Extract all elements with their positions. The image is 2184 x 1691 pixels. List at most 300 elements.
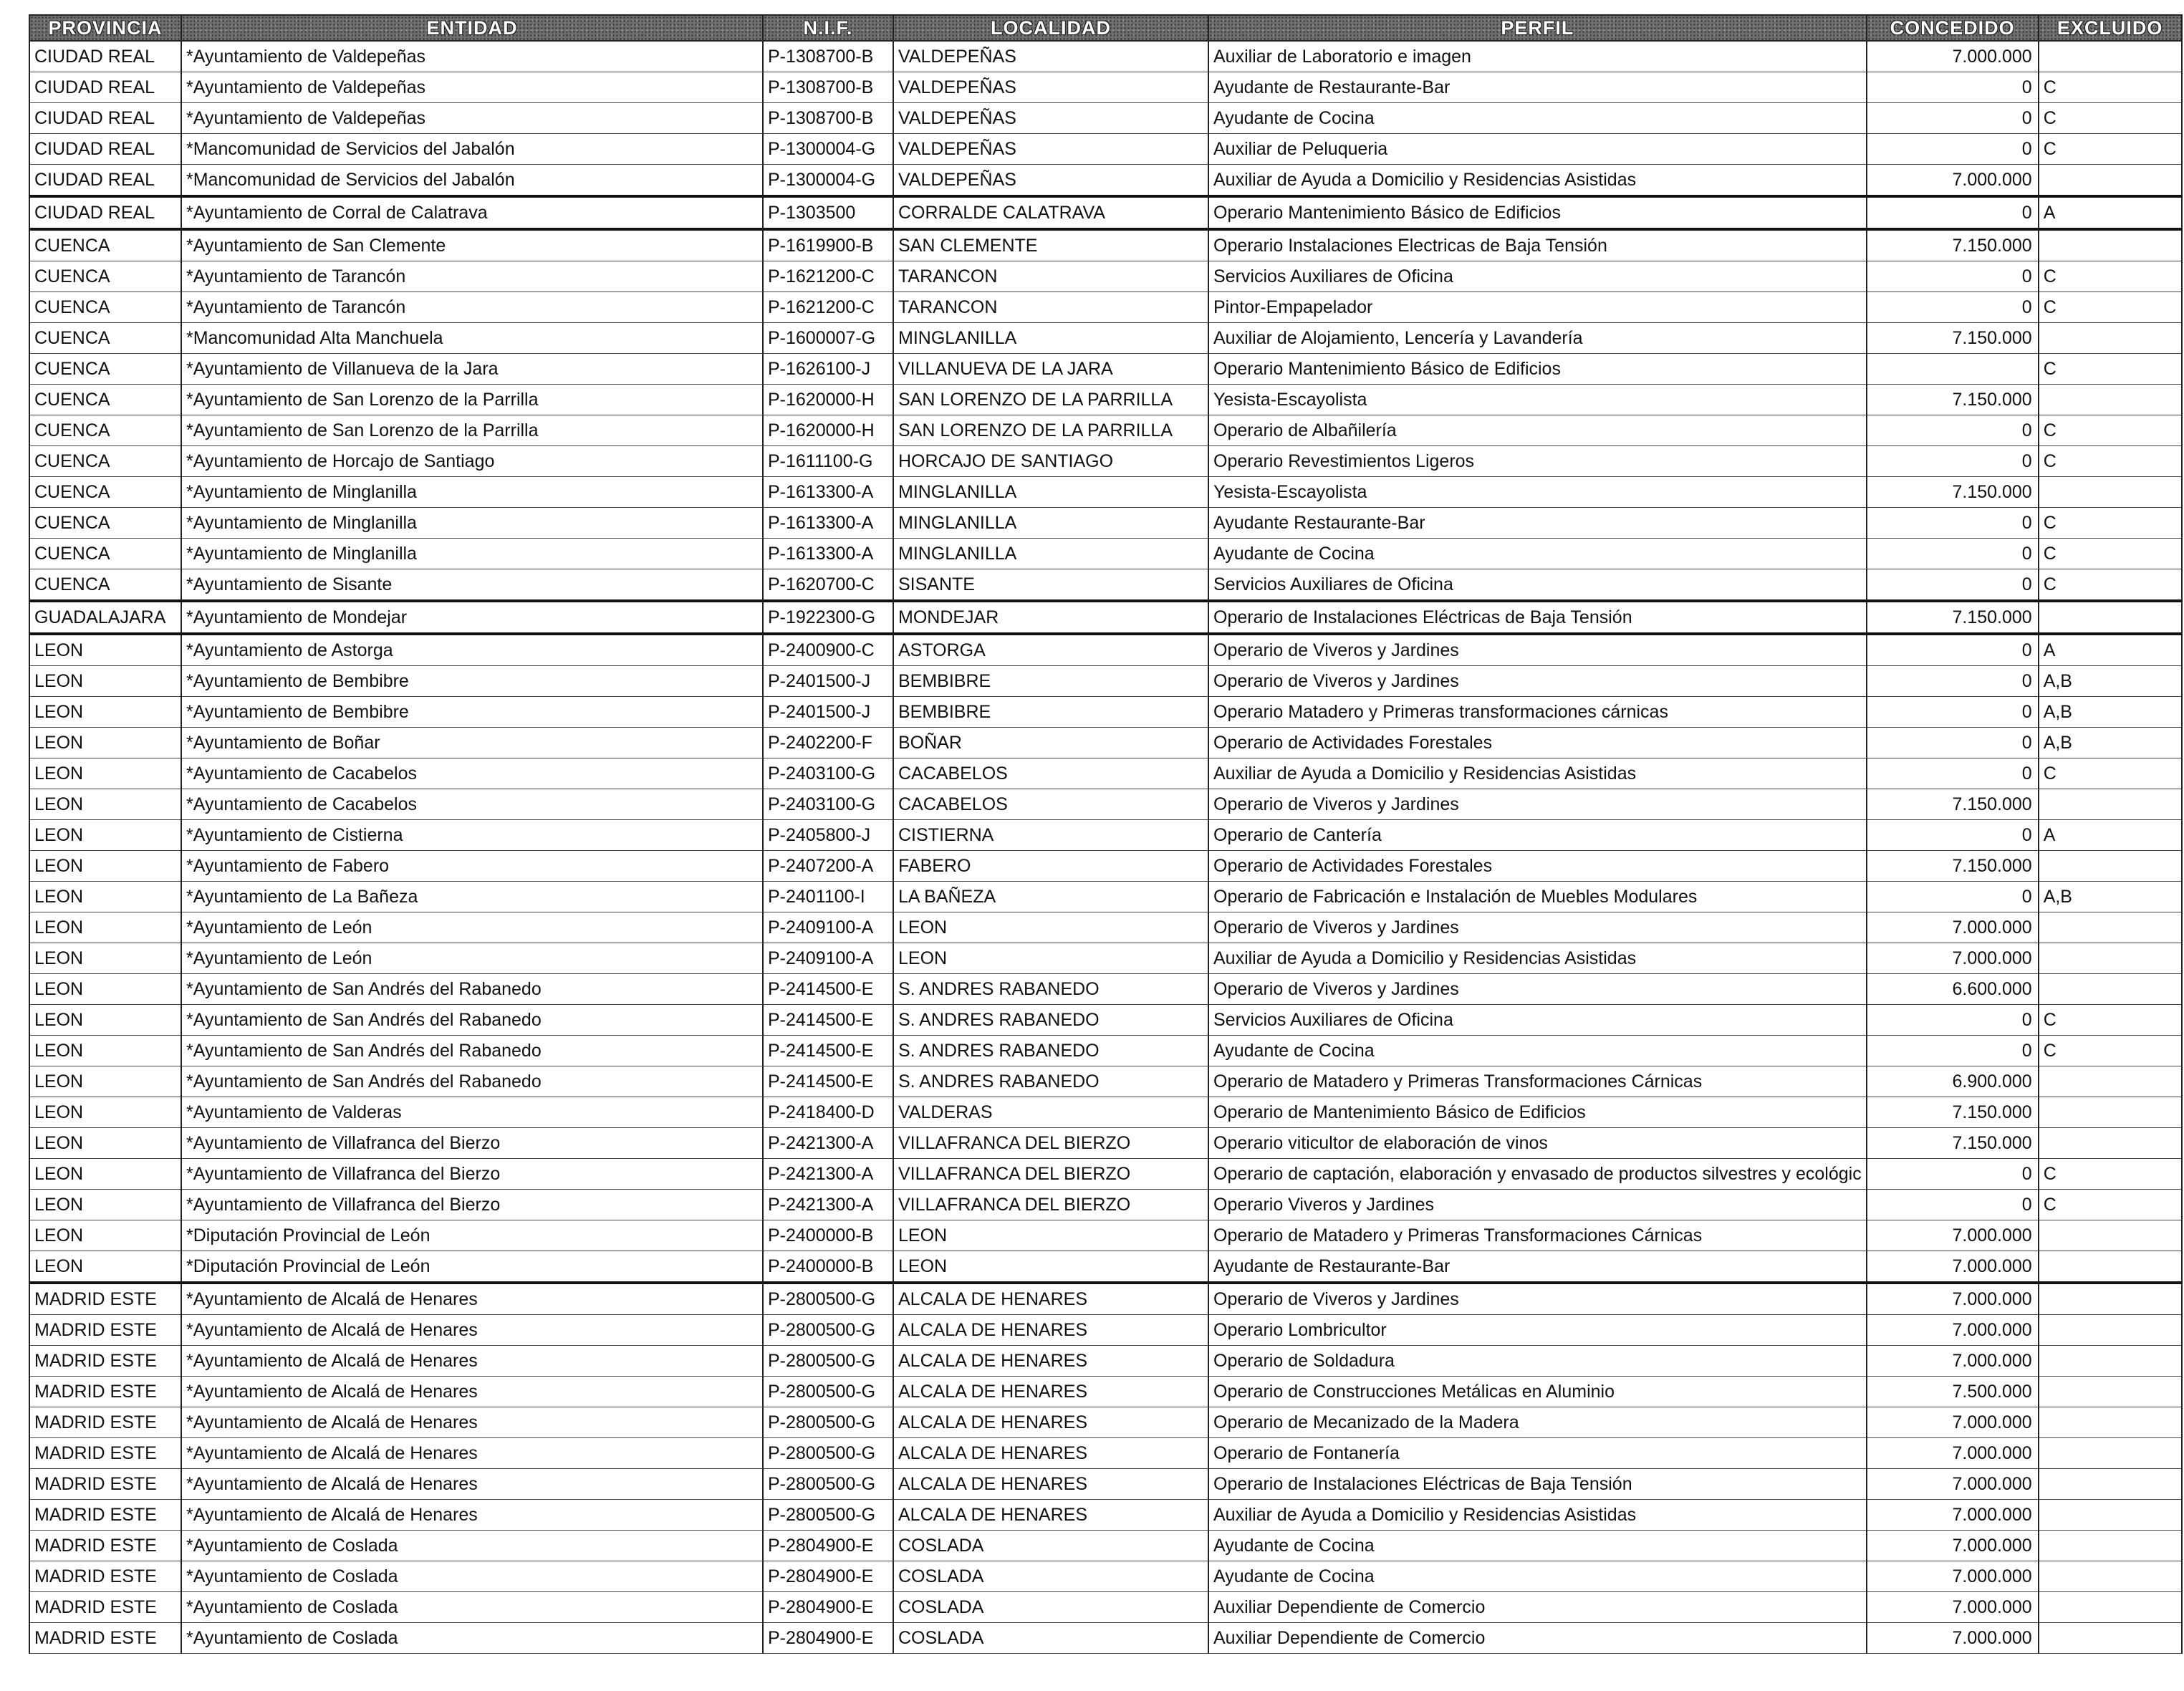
cell-excluido: [2039, 41, 2182, 72]
cell-nif: P-1922300-G: [763, 601, 893, 634]
cell-concedido: 0: [1867, 446, 2039, 477]
cell-concedido: 7.000.000: [1867, 1438, 2039, 1469]
cell-perfil: Ayudante de Cocina: [1208, 1561, 1867, 1592]
cell-nif: P-1611100-G: [763, 446, 893, 477]
cell-nif: P-2405800-J: [763, 820, 893, 851]
cell-entidad: *Mancomunidad Alta Manchuela: [181, 323, 763, 354]
cell-concedido: 7.000.000: [1867, 943, 2039, 974]
cell-provincia: MADRID ESTE: [29, 1407, 181, 1438]
cell-perfil: Auxiliar Dependiente de Comercio: [1208, 1623, 1867, 1654]
cell-entidad: *Ayuntamiento de San Andrés del Rabanedo: [181, 1005, 763, 1036]
cell-perfil: Operario de Viveros y Jardines: [1208, 634, 1867, 666]
table-row: [29, 1592, 2182, 1623]
cell-provincia: CUENCA: [29, 508, 181, 539]
cell-perfil: Operario Lombricultor: [1208, 1315, 1867, 1346]
cell-localidad: VALDEPEÑAS: [893, 165, 1208, 197]
cell-nif: P-2800500-G: [763, 1377, 893, 1407]
cell-perfil: Auxiliar Dependiente de Comercio: [1208, 1592, 1867, 1623]
cell-provincia: CUENCA: [29, 354, 181, 385]
cell-perfil: Operario Matadero y Primeras transformaciones cárnicas: [1208, 697, 1867, 728]
cell-entidad: *Ayuntamiento de Minglanilla: [181, 508, 763, 539]
cell-nif: P-2414500-E: [763, 974, 893, 1005]
cell-provincia: CUENCA: [29, 323, 181, 354]
table-row: [29, 446, 2182, 477]
cell-excluido: C: [2039, 1190, 2182, 1220]
cell-nif: P-1621200-C: [763, 261, 893, 292]
cell-localidad: S. ANDRES RABANEDO: [893, 1066, 1208, 1097]
cell-provincia: LEON: [29, 697, 181, 728]
cell-excluido: A: [2039, 634, 2182, 666]
cell-nif: P-2418400-D: [763, 1097, 893, 1128]
header-entidad: ENTIDAD: [181, 15, 763, 41]
cell-perfil: Operario de Cantería: [1208, 820, 1867, 851]
cell-localidad: HORCAJO DE SANTIAGO: [893, 446, 1208, 477]
cell-localidad: TARANCON: [893, 292, 1208, 323]
cell-provincia: MADRID ESTE: [29, 1531, 181, 1561]
cell-provincia: MADRID ESTE: [29, 1315, 181, 1346]
header-localidad: LOCALIDAD: [893, 15, 1208, 41]
cell-excluido: [2039, 477, 2182, 508]
cell-perfil: Operario de Fontanería: [1208, 1438, 1867, 1469]
cell-provincia: CUENCA: [29, 539, 181, 569]
cell-provincia: LEON: [29, 974, 181, 1005]
cell-perfil: Operario de Mantenimiento Básico de Edificios: [1208, 1097, 1867, 1128]
cell-entidad: *Mancomunidad de Servicios del Jabalón: [181, 134, 763, 165]
cell-concedido: 7.000.000: [1867, 165, 2039, 197]
cell-nif: P-2804900-E: [763, 1592, 893, 1623]
cell-excluido: C: [2039, 103, 2182, 134]
cell-entidad: *Ayuntamiento de San Andrés del Rabanedo: [181, 1066, 763, 1097]
cell-concedido: 7.150.000: [1867, 323, 2039, 354]
cell-perfil: Auxiliar de Laboratorio e imagen: [1208, 41, 1867, 72]
cell-excluido: C: [2039, 758, 2182, 789]
cell-excluido: [2039, 1128, 2182, 1159]
cell-nif: P-2800500-G: [763, 1407, 893, 1438]
cell-localidad: MONDEJAR: [893, 601, 1208, 634]
cell-concedido: 0: [1867, 758, 2039, 789]
cell-provincia: LEON: [29, 1097, 181, 1128]
cell-concedido: 7.000.000: [1867, 1623, 2039, 1654]
cell-perfil: Ayudante de Cocina: [1208, 1036, 1867, 1066]
cell-excluido: [2039, 229, 2182, 261]
cell-provincia: LEON: [29, 820, 181, 851]
cell-concedido: 7.000.000: [1867, 1561, 2039, 1592]
cell-localidad: VALDERAS: [893, 1097, 1208, 1128]
cell-perfil: Auxiliar de Ayuda a Domicilio y Residencias Asistidas: [1208, 943, 1867, 974]
cell-provincia: MADRID ESTE: [29, 1438, 181, 1469]
cell-concedido: 0: [1867, 415, 2039, 446]
cell-provincia: LEON: [29, 789, 181, 820]
cell-concedido: 0: [1867, 728, 2039, 758]
cell-entidad: *Ayuntamiento de Alcalá de Henares: [181, 1377, 763, 1407]
cell-provincia: CUENCA: [29, 415, 181, 446]
cell-localidad: VALDEPEÑAS: [893, 103, 1208, 134]
cell-entidad: *Ayuntamiento de Mondejar: [181, 601, 763, 634]
cell-localidad: VILLAFRANCA DEL BIERZO: [893, 1159, 1208, 1190]
cell-entidad: *Ayuntamiento de Astorga: [181, 634, 763, 666]
cell-concedido: 7.500.000: [1867, 1377, 2039, 1407]
cell-entidad: *Ayuntamiento de Coslada: [181, 1531, 763, 1561]
cell-entidad: *Ayuntamiento de Villafranca del Bierzo: [181, 1190, 763, 1220]
table-row: [29, 601, 2182, 634]
table-row: [29, 569, 2182, 602]
cell-localidad: BOÑAR: [893, 728, 1208, 758]
cell-provincia: LEON: [29, 1220, 181, 1251]
cell-excluido: [2039, 1407, 2182, 1438]
cell-entidad: *Ayuntamiento de León: [181, 912, 763, 943]
cell-nif: P-2800500-G: [763, 1315, 893, 1346]
cell-excluido: [2039, 165, 2182, 197]
table-row: [29, 229, 2182, 261]
cell-excluido: A: [2039, 196, 2182, 229]
cell-nif: P-1308700-B: [763, 41, 893, 72]
cell-localidad: LEON: [893, 943, 1208, 974]
cell-concedido: 7.150.000: [1867, 601, 2039, 634]
cell-excluido: [2039, 1377, 2182, 1407]
table-row: [29, 943, 2182, 974]
cell-entidad: *Ayuntamiento de Minglanilla: [181, 477, 763, 508]
cell-excluido: [2039, 1283, 2182, 1315]
table-row: [29, 539, 2182, 569]
cell-localidad: MINGLANILLA: [893, 539, 1208, 569]
cell-concedido: 6.600.000: [1867, 974, 2039, 1005]
cell-entidad: *Ayuntamiento de Tarancón: [181, 292, 763, 323]
cell-localidad: SISANTE: [893, 569, 1208, 602]
cell-provincia: LEON: [29, 758, 181, 789]
cell-provincia: LEON: [29, 912, 181, 943]
cell-localidad: ALCALA DE HENARES: [893, 1315, 1208, 1346]
cell-localidad: VILLANUEVA DE LA JARA: [893, 354, 1208, 385]
table-row: [29, 728, 2182, 758]
cell-provincia: CIUDAD REAL: [29, 103, 181, 134]
cell-excluido: [2039, 1500, 2182, 1531]
table-row: [29, 974, 2182, 1005]
cell-provincia: MADRID ESTE: [29, 1592, 181, 1623]
cell-provincia: CUENCA: [29, 385, 181, 415]
cell-excluido: C: [2039, 1005, 2182, 1036]
cell-excluido: C: [2039, 446, 2182, 477]
cell-nif: P-1619900-B: [763, 229, 893, 261]
cell-nif: P-1626100-J: [763, 354, 893, 385]
header-perfil: PERFIL: [1208, 15, 1867, 41]
cell-entidad: *Ayuntamiento de León: [181, 943, 763, 974]
cell-perfil: Operario Mantenimiento Básico de Edificios: [1208, 196, 1867, 229]
cell-concedido: 0: [1867, 292, 2039, 323]
cell-perfil: Ayudante de Cocina: [1208, 539, 1867, 569]
cell-excluido: C: [2039, 508, 2182, 539]
cell-perfil: Auxiliar de Alojamiento, Lencería y Lavandería: [1208, 323, 1867, 354]
cell-excluido: C: [2039, 354, 2182, 385]
table-row: [29, 1251, 2182, 1283]
cell-localidad: VILLAFRANCA DEL BIERZO: [893, 1128, 1208, 1159]
cell-provincia: MADRID ESTE: [29, 1346, 181, 1377]
cell-entidad: *Ayuntamiento de Alcalá de Henares: [181, 1438, 763, 1469]
cell-perfil: Ayudante de Cocina: [1208, 103, 1867, 134]
table-row: [29, 1128, 2182, 1159]
cell-entidad: *Diputación Provincial de León: [181, 1220, 763, 1251]
cell-provincia: CIUDAD REAL: [29, 196, 181, 229]
cell-concedido: 7.000.000: [1867, 1469, 2039, 1500]
cell-entidad: *Ayuntamiento de Villafranca del Bierzo: [181, 1128, 763, 1159]
cell-entidad: *Ayuntamiento de Cistierna: [181, 820, 763, 851]
cell-localidad: S. ANDRES RABANEDO: [893, 1036, 1208, 1066]
cell-excluido: A,B: [2039, 728, 2182, 758]
cell-entidad: *Ayuntamiento de Valdepeñas: [181, 103, 763, 134]
cell-provincia: LEON: [29, 1190, 181, 1220]
cell-localidad: VILLAFRANCA DEL BIERZO: [893, 1190, 1208, 1220]
cell-nif: P-2401100-I: [763, 882, 893, 912]
cell-perfil: Operario de Mecanizado de la Madera: [1208, 1407, 1867, 1438]
cell-localidad: ALCALA DE HENARES: [893, 1469, 1208, 1500]
cell-localidad: SAN CLEMENTE: [893, 229, 1208, 261]
cell-nif: P-2800500-G: [763, 1500, 893, 1531]
cell-provincia: LEON: [29, 943, 181, 974]
cell-perfil: Auxiliar de Peluqueria: [1208, 134, 1867, 165]
cell-excluido: C: [2039, 539, 2182, 569]
table-row: [29, 1036, 2182, 1066]
cell-entidad: *Ayuntamiento de Bembibre: [181, 666, 763, 697]
table-row: [29, 103, 2182, 134]
cell-provincia: CUENCA: [29, 446, 181, 477]
cell-nif: P-2804900-E: [763, 1561, 893, 1592]
cell-nif: P-2402200-F: [763, 728, 893, 758]
cell-provincia: CUENCA: [29, 261, 181, 292]
cell-perfil: Ayudante de Cocina: [1208, 1531, 1867, 1561]
cell-entidad: *Ayuntamiento de San Clemente: [181, 229, 763, 261]
cell-concedido: 7.000.000: [1867, 41, 2039, 72]
cell-concedido: 7.150.000: [1867, 1128, 2039, 1159]
table-row: [29, 354, 2182, 385]
cell-concedido: 0: [1867, 697, 2039, 728]
table-row: [29, 1377, 2182, 1407]
cell-entidad: *Ayuntamiento de Valdepeñas: [181, 41, 763, 72]
cell-localidad: ALCALA DE HENARES: [893, 1283, 1208, 1315]
cell-perfil: Servicios Auxiliares de Oficina: [1208, 261, 1867, 292]
cell-perfil: Ayudante Restaurante-Bar: [1208, 508, 1867, 539]
cell-nif: P-2800500-G: [763, 1469, 893, 1500]
cell-excluido: C: [2039, 1159, 2182, 1190]
table-row: [29, 261, 2182, 292]
cell-perfil: Auxiliar de Ayuda a Domicilio y Residencias Asistidas: [1208, 758, 1867, 789]
cell-nif: P-1620000-H: [763, 385, 893, 415]
cell-provincia: CUENCA: [29, 229, 181, 261]
cell-perfil: Auxiliar de Ayuda a Domicilio y Residencias Asistidas: [1208, 165, 1867, 197]
cell-localidad: S. ANDRES RABANEDO: [893, 1005, 1208, 1036]
table-row: [29, 1623, 2182, 1654]
cell-localidad: BEMBIBRE: [893, 697, 1208, 728]
cell-excluido: A,B: [2039, 697, 2182, 728]
cell-nif: P-1613300-A: [763, 508, 893, 539]
cell-concedido: 0: [1867, 103, 2039, 134]
cell-concedido: 0: [1867, 261, 2039, 292]
cell-excluido: [2039, 385, 2182, 415]
cell-nif: P-1621200-C: [763, 292, 893, 323]
cell-provincia: LEON: [29, 666, 181, 697]
cell-concedido: 7.000.000: [1867, 912, 2039, 943]
cell-provincia: CIUDAD REAL: [29, 72, 181, 103]
cell-localidad: COSLADA: [893, 1592, 1208, 1623]
cell-localidad: VALDEPEÑAS: [893, 72, 1208, 103]
cell-concedido: 0: [1867, 569, 2039, 602]
cell-nif: P-1300004-G: [763, 165, 893, 197]
cell-perfil: Ayudante de Restaurante-Bar: [1208, 1251, 1867, 1283]
cell-concedido: 7.150.000: [1867, 477, 2039, 508]
table-row: [29, 1283, 2182, 1315]
cell-nif: P-2421300-A: [763, 1159, 893, 1190]
cell-excluido: [2039, 1592, 2182, 1623]
cell-concedido: 0: [1867, 1036, 2039, 1066]
cell-excluido: [2039, 323, 2182, 354]
cell-excluido: [2039, 1097, 2182, 1128]
cell-provincia: CIUDAD REAL: [29, 165, 181, 197]
cell-nif: P-2800500-G: [763, 1438, 893, 1469]
cell-perfil: Operario de Viveros y Jardines: [1208, 912, 1867, 943]
cell-nif: P-2400900-C: [763, 634, 893, 666]
cell-provincia: GUADALAJARA: [29, 601, 181, 634]
cell-localidad: ASTORGA: [893, 634, 1208, 666]
cell-nif: P-2403100-G: [763, 789, 893, 820]
header-nif: N.I.F.: [763, 15, 893, 41]
header-row: [29, 15, 2182, 41]
cell-perfil: Yesista-Escayolista: [1208, 477, 1867, 508]
cell-localidad: MINGLANILLA: [893, 323, 1208, 354]
cell-nif: P-2421300-A: [763, 1190, 893, 1220]
cell-nif: P-1600007-G: [763, 323, 893, 354]
cell-concedido: 7.000.000: [1867, 1346, 2039, 1377]
cell-nif: P-2414500-E: [763, 1036, 893, 1066]
cell-entidad: *Ayuntamiento de San Lorenzo de la Parrilla: [181, 385, 763, 415]
cell-perfil: Operario de Instalaciones Eléctricas de Baja Tensión: [1208, 601, 1867, 634]
table-row: [29, 1005, 2182, 1036]
cell-localidad: VALDEPEÑAS: [893, 134, 1208, 165]
cell-excluido: [2039, 1438, 2182, 1469]
cell-perfil: Operario Viveros y Jardines: [1208, 1190, 1867, 1220]
cell-localidad: MINGLANILLA: [893, 477, 1208, 508]
table-row: [29, 1159, 2182, 1190]
cell-excluido: [2039, 1220, 2182, 1251]
cell-provincia: MADRID ESTE: [29, 1561, 181, 1592]
cell-localidad: FABERO: [893, 851, 1208, 882]
cell-provincia: LEON: [29, 634, 181, 666]
table-row: [29, 385, 2182, 415]
cell-localidad: LEON: [893, 1220, 1208, 1251]
cell-concedido: 7.000.000: [1867, 1220, 2039, 1251]
cell-concedido: 7.150.000: [1867, 789, 2039, 820]
cell-concedido: 7.000.000: [1867, 1592, 2039, 1623]
cell-entidad: *Ayuntamiento de Coslada: [181, 1561, 763, 1592]
cell-entidad: *Mancomunidad de Servicios del Jabalón: [181, 165, 763, 197]
table-row: [29, 477, 2182, 508]
cell-entidad: *Ayuntamiento de Alcalá de Henares: [181, 1500, 763, 1531]
cell-concedido: 0: [1867, 666, 2039, 697]
cell-excluido: [2039, 601, 2182, 634]
cell-entidad: *Diputación Provincial de León: [181, 1251, 763, 1283]
table-row: [29, 882, 2182, 912]
cell-excluido: C: [2039, 569, 2182, 602]
cell-concedido: 0: [1867, 508, 2039, 539]
cell-localidad: VALDEPEÑAS: [893, 41, 1208, 72]
header-concedido: CONCEDIDO: [1867, 15, 2039, 41]
cell-nif: P-2804900-E: [763, 1623, 893, 1654]
cell-nif: P-2401500-J: [763, 697, 893, 728]
cell-nif: P-1303500: [763, 196, 893, 229]
table-row: [29, 820, 2182, 851]
table-row: [29, 72, 2182, 103]
table-row: [29, 1500, 2182, 1531]
cell-entidad: *Ayuntamiento de San Andrés del Rabanedo: [181, 1036, 763, 1066]
cell-perfil: Operario de Construcciones Metálicas en Aluminio: [1208, 1377, 1867, 1407]
cell-excluido: [2039, 1066, 2182, 1097]
cell-localidad: BEMBIBRE: [893, 666, 1208, 697]
cell-excluido: [2039, 1469, 2182, 1500]
cell-excluido: [2039, 851, 2182, 882]
table-row: [29, 697, 2182, 728]
cell-concedido: 0: [1867, 634, 2039, 666]
cell-excluido: C: [2039, 415, 2182, 446]
cell-entidad: *Ayuntamiento de Sisante: [181, 569, 763, 602]
cell-provincia: MADRID ESTE: [29, 1500, 181, 1531]
table-row: [29, 292, 2182, 323]
table-row: [29, 1407, 2182, 1438]
cell-entidad: *Ayuntamiento de San Andrés del Rabanedo: [181, 974, 763, 1005]
table-row: [29, 1220, 2182, 1251]
cell-provincia: LEON: [29, 1005, 181, 1036]
cell-excluido: A,B: [2039, 666, 2182, 697]
cell-perfil: Auxiliar de Ayuda a Domicilio y Residencias Asistidas: [1208, 1500, 1867, 1531]
cell-entidad: *Ayuntamiento de Tarancón: [181, 261, 763, 292]
cell-excluido: C: [2039, 134, 2182, 165]
cell-provincia: CIUDAD REAL: [29, 41, 181, 72]
cell-perfil: Servicios Auxiliares de Oficina: [1208, 569, 1867, 602]
cell-nif: P-2800500-G: [763, 1346, 893, 1377]
grants-table: [29, 14, 2183, 1654]
cell-perfil: Operario viticultor de elaboración de vinos: [1208, 1128, 1867, 1159]
cell-concedido: 0: [1867, 539, 2039, 569]
cell-entidad: *Ayuntamiento de Alcalá de Henares: [181, 1469, 763, 1500]
cell-concedido: 0: [1867, 1190, 2039, 1220]
table-row: [29, 1190, 2182, 1220]
cell-localidad: LEON: [893, 1251, 1208, 1283]
cell-entidad: *Ayuntamiento de Alcalá de Henares: [181, 1315, 763, 1346]
cell-provincia: LEON: [29, 851, 181, 882]
cell-provincia: LEON: [29, 1159, 181, 1190]
cell-nif: P-1620000-H: [763, 415, 893, 446]
cell-nif: P-1613300-A: [763, 477, 893, 508]
table-row: [29, 1097, 2182, 1128]
cell-nif: P-2414500-E: [763, 1066, 893, 1097]
cell-perfil: Operario de Instalaciones Eléctricas de Baja Tensión: [1208, 1469, 1867, 1500]
cell-localidad: ALCALA DE HENARES: [893, 1438, 1208, 1469]
cell-excluido: A,B: [2039, 882, 2182, 912]
table-row: [29, 634, 2182, 666]
cell-excluido: C: [2039, 1036, 2182, 1066]
cell-nif: P-1613300-A: [763, 539, 893, 569]
cell-concedido: 7.000.000: [1867, 1531, 2039, 1561]
cell-entidad: *Ayuntamiento de Coslada: [181, 1592, 763, 1623]
cell-perfil: Ayudante de Restaurante-Bar: [1208, 72, 1867, 103]
table-row: [29, 1346, 2182, 1377]
cell-provincia: MADRID ESTE: [29, 1283, 181, 1315]
cell-provincia: CUENCA: [29, 569, 181, 602]
cell-nif: P-2800500-G: [763, 1283, 893, 1315]
cell-entidad: *Ayuntamiento de Boñar: [181, 728, 763, 758]
cell-perfil: Servicios Auxiliares de Oficina: [1208, 1005, 1867, 1036]
cell-localidad: MINGLANILLA: [893, 508, 1208, 539]
cell-nif: P-2400000-B: [763, 1220, 893, 1251]
cell-perfil: Operario de Viveros y Jardines: [1208, 1283, 1867, 1315]
cell-provincia: MADRID ESTE: [29, 1623, 181, 1654]
cell-perfil: Operario de Albañilería: [1208, 415, 1867, 446]
